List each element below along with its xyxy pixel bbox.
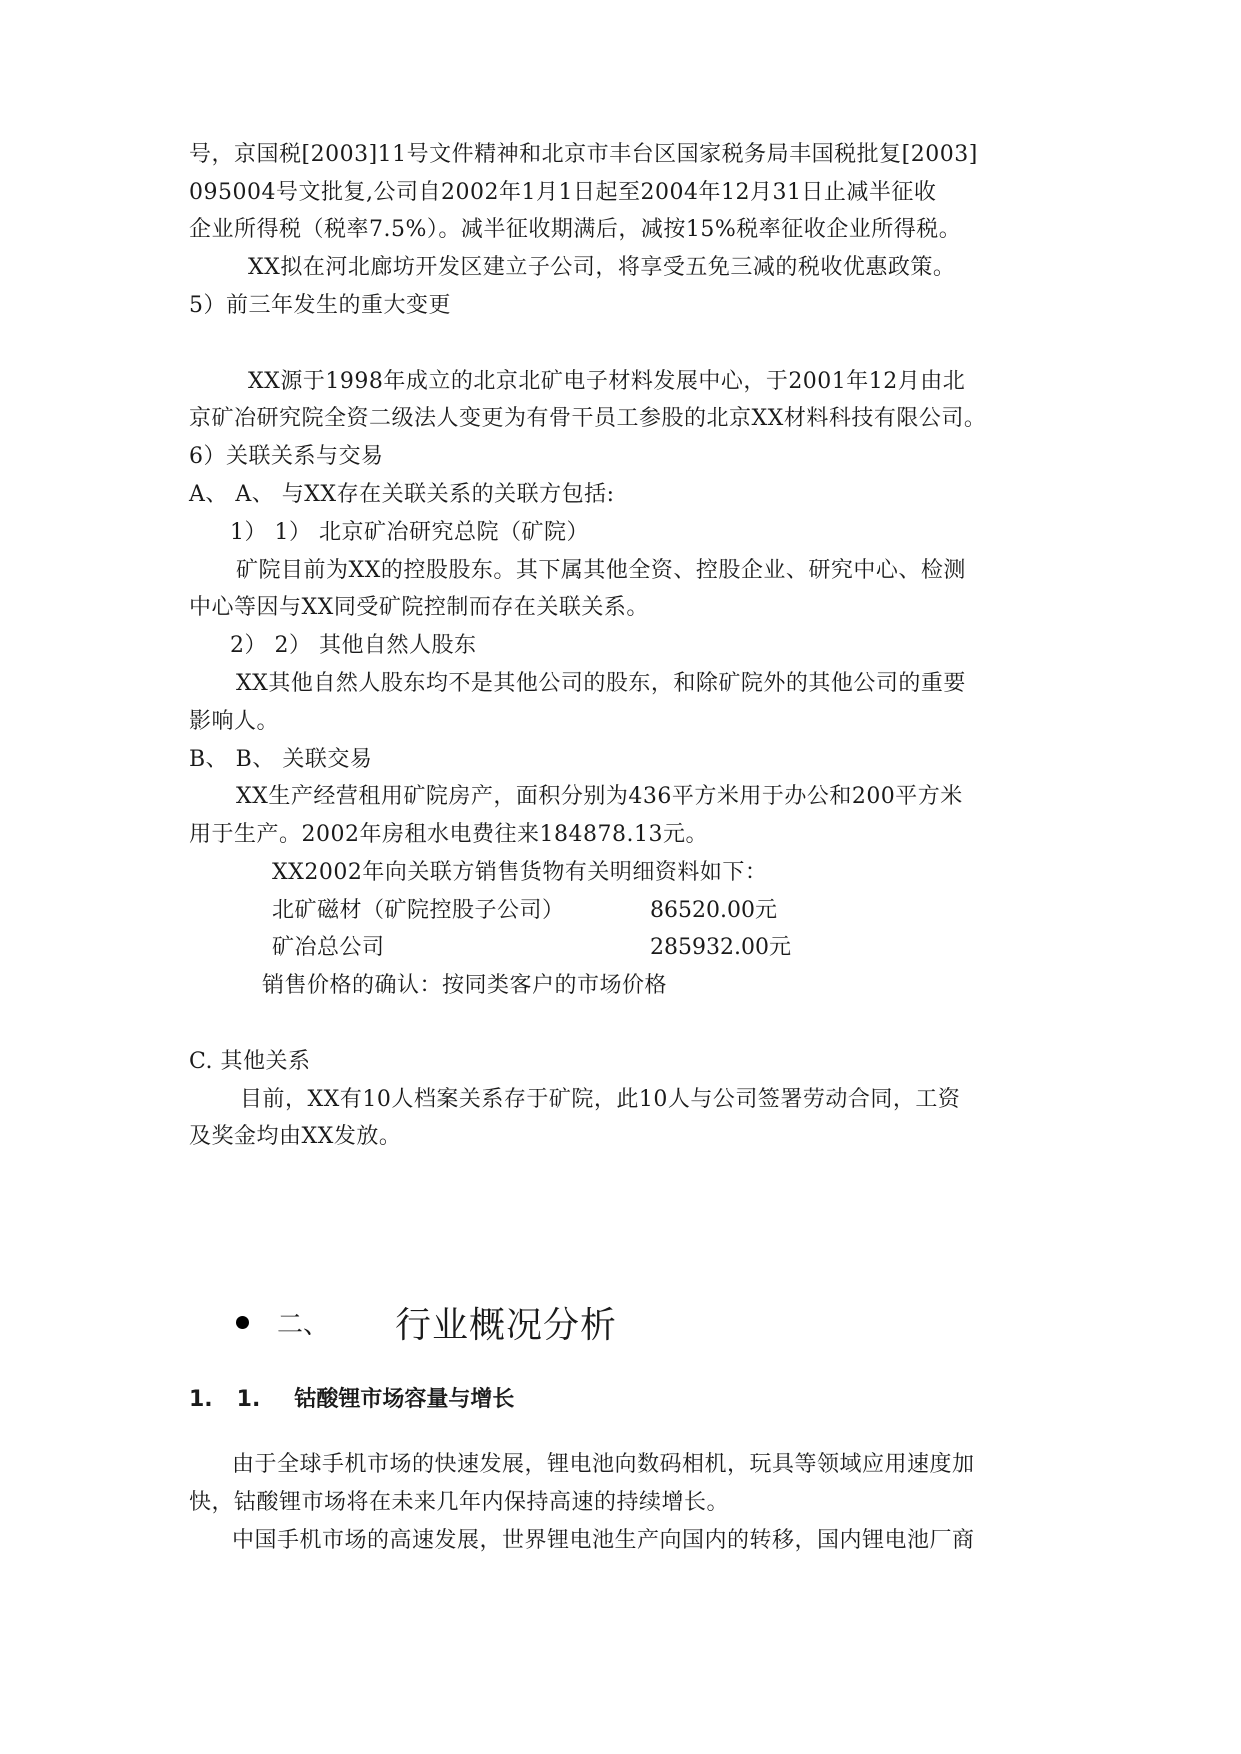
chapter-title: 行业概况分析 [395,1305,618,1346]
paragraph-line: 影响人。 [189,709,280,734]
subsection-number: 1. [189,1387,213,1412]
table-row-name: 北矿磁材（矿院控股子公司） [272,898,565,923]
paragraph-line: 由于全球手机市场的快速发展，锂电池向数码相机，玩具等领域应用速度加 [232,1452,975,1477]
chapter-heading [236,1297,617,1348]
paragraph-line: 中心等因与XX同受矿院控制而存在关联关系。 [189,595,649,620]
paragraph-line: 矿院目前为XX的控股股东。其下属其他全资、控股企业、研究中心、检测 [236,558,966,583]
subsection-number: 1. [236,1387,261,1412]
list-item-2: 2） 2） 其他自然人股东 [230,633,477,658]
paragraph-line: 快，钴酸锂市场将在未来几年内保持高速的持续增长。 [189,1490,730,1515]
table-intro: XX2002年向关联方销售货物有关明细资料如下： [272,860,768,885]
paragraph-line: 销售价格的确认：按同类客户的市场价格 [262,973,668,998]
list-item-b: B、 B、 关联交易 [189,747,373,772]
subsection-title: 钴酸锂市场容量与增长 [294,1387,515,1412]
list-item-c: C. 其他关系 [189,1049,311,1074]
chapter-number: 二、 [277,1310,330,1340]
table-row-amount: 86520.00元 [650,898,777,923]
section-heading-5: 5）前三年发生的重大变更 [189,293,451,318]
list-item-1: 1） 1） 北京矿冶研究总院（矿院） [230,520,589,545]
paragraph-line: 中国手机市场的高速发展，世界锂电池生产向国内的转移，国内锂电池厂商 [232,1528,975,1553]
paragraph-line: XX生产经营租用矿院房产，面积分别为436平方米用于办公和200平方米 [236,784,963,809]
list-item-a: A、 A、 与XX存在关联关系的关联方包括: [189,482,615,507]
paragraph-line: XX其他自然人股东均不是其他公司的股东，和除矿院外的其他公司的重要 [236,671,966,696]
paragraph-line: 号，京国税[2003]11号文件精神和北京市丰台区国家税务局丰国税批复[2003] [189,142,978,167]
paragraph-line: 用于生产。2002年房租水电费往来184878.13元。 [189,822,708,847]
paragraph-line: 京矿冶研究院全资二级法人变更为有骨干员工参股的北京XX材料科技有限公司。 [189,406,987,431]
paragraph-line: 095004号文批复,公司自2002年1月1日起至2004年12月31日止减半征收 [189,180,937,205]
section-heading-6: 6）关联关系与交易 [189,444,384,469]
paragraph-line: XX源于1998年成立的北京北矿电子材料发展中心，于2001年12月由北 [248,369,966,394]
table-row-amount: 285932.00元 [650,935,791,960]
table-row-name: 矿冶总公司 [272,935,385,960]
bullet-icon [236,1316,249,1329]
paragraph-line: XX拟在河北廊坊开发区建立子公司，将享受五免三减的税收优惠政策。 [248,255,956,280]
subsection-heading [189,1382,514,1413]
paragraph-line: 企业所得税（税率7.5%）。减半征收期满后，减按15%税率征收企业所得税。 [189,217,962,242]
paragraph-line: 目前，XX有10人档案关系存于矿院，此10人与公司签署劳动合同，工资 [240,1087,961,1112]
paragraph-line: 及奖金均由XX发放。 [189,1124,402,1149]
